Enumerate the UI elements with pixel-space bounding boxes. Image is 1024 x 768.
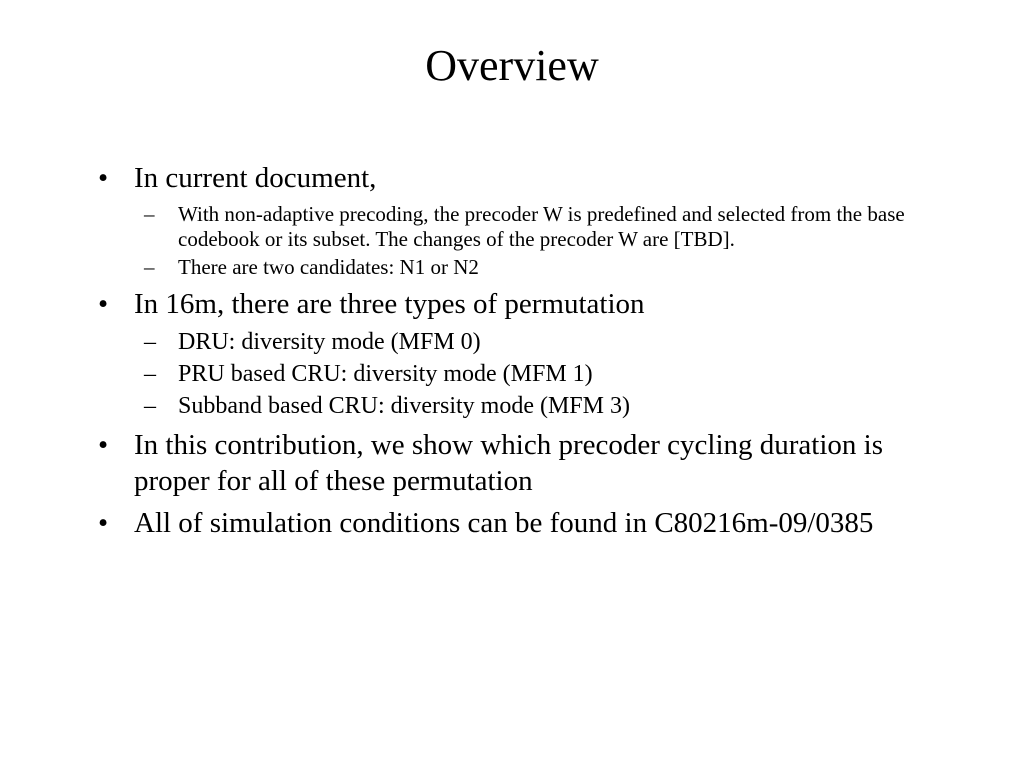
sub-marker: – bbox=[144, 202, 155, 226]
sub-item-pru-based-cru bbox=[134, 360, 956, 389]
sub-marker: – bbox=[144, 255, 155, 279]
bullet-text: In this contribution, we show which precoder cycling duration is proper for all of these permutation bbox=[134, 429, 884, 497]
sub-marker: – bbox=[144, 361, 156, 387]
sub-item-subband-based-cru bbox=[134, 392, 956, 421]
sub-item-text: PRU based CRU: diversity mode (MFM 1) bbox=[178, 361, 593, 387]
bullet-marker: • bbox=[98, 507, 109, 539]
sub-marker: – bbox=[144, 393, 156, 419]
bullet-list bbox=[96, 160, 956, 541]
bullet-item-permutation-types bbox=[96, 286, 956, 421]
sub-item-two-candidates bbox=[134, 255, 956, 280]
bullet-text: In 16m, there are three types of permutation bbox=[134, 288, 645, 320]
sub-item-non-adaptive-precoding bbox=[134, 202, 956, 252]
sub-list bbox=[134, 328, 956, 421]
bullet-item-contribution bbox=[96, 427, 956, 499]
bullet-text: All of simulation conditions can be found in C80216m-09/0385 bbox=[134, 507, 874, 539]
bullet-text: In current document, bbox=[134, 162, 377, 194]
bullet-marker: • bbox=[98, 288, 109, 320]
sub-item-dru bbox=[134, 328, 956, 357]
bullet-marker: • bbox=[98, 429, 109, 461]
slide-content bbox=[96, 160, 956, 541]
bullet-item-simulation-conditions bbox=[96, 505, 956, 541]
bullet-marker: • bbox=[98, 162, 109, 194]
sub-item-text: With non-adaptive precoding, the precoder W is predefined and selected from the base codebook or its subset. The changes of the precoder W are [TBD]. bbox=[178, 202, 905, 251]
slide-title: Overview bbox=[425, 41, 599, 90]
sub-item-text: There are two candidates: N1 or N2 bbox=[178, 255, 479, 279]
sub-list bbox=[134, 202, 956, 280]
bullet-item-current-document bbox=[96, 160, 956, 280]
sub-item-text: Subband based CRU: diversity mode (MFM 3) bbox=[178, 393, 630, 419]
sub-marker: – bbox=[144, 329, 156, 355]
sub-item-text: DRU: diversity mode (MFM 0) bbox=[178, 329, 481, 355]
